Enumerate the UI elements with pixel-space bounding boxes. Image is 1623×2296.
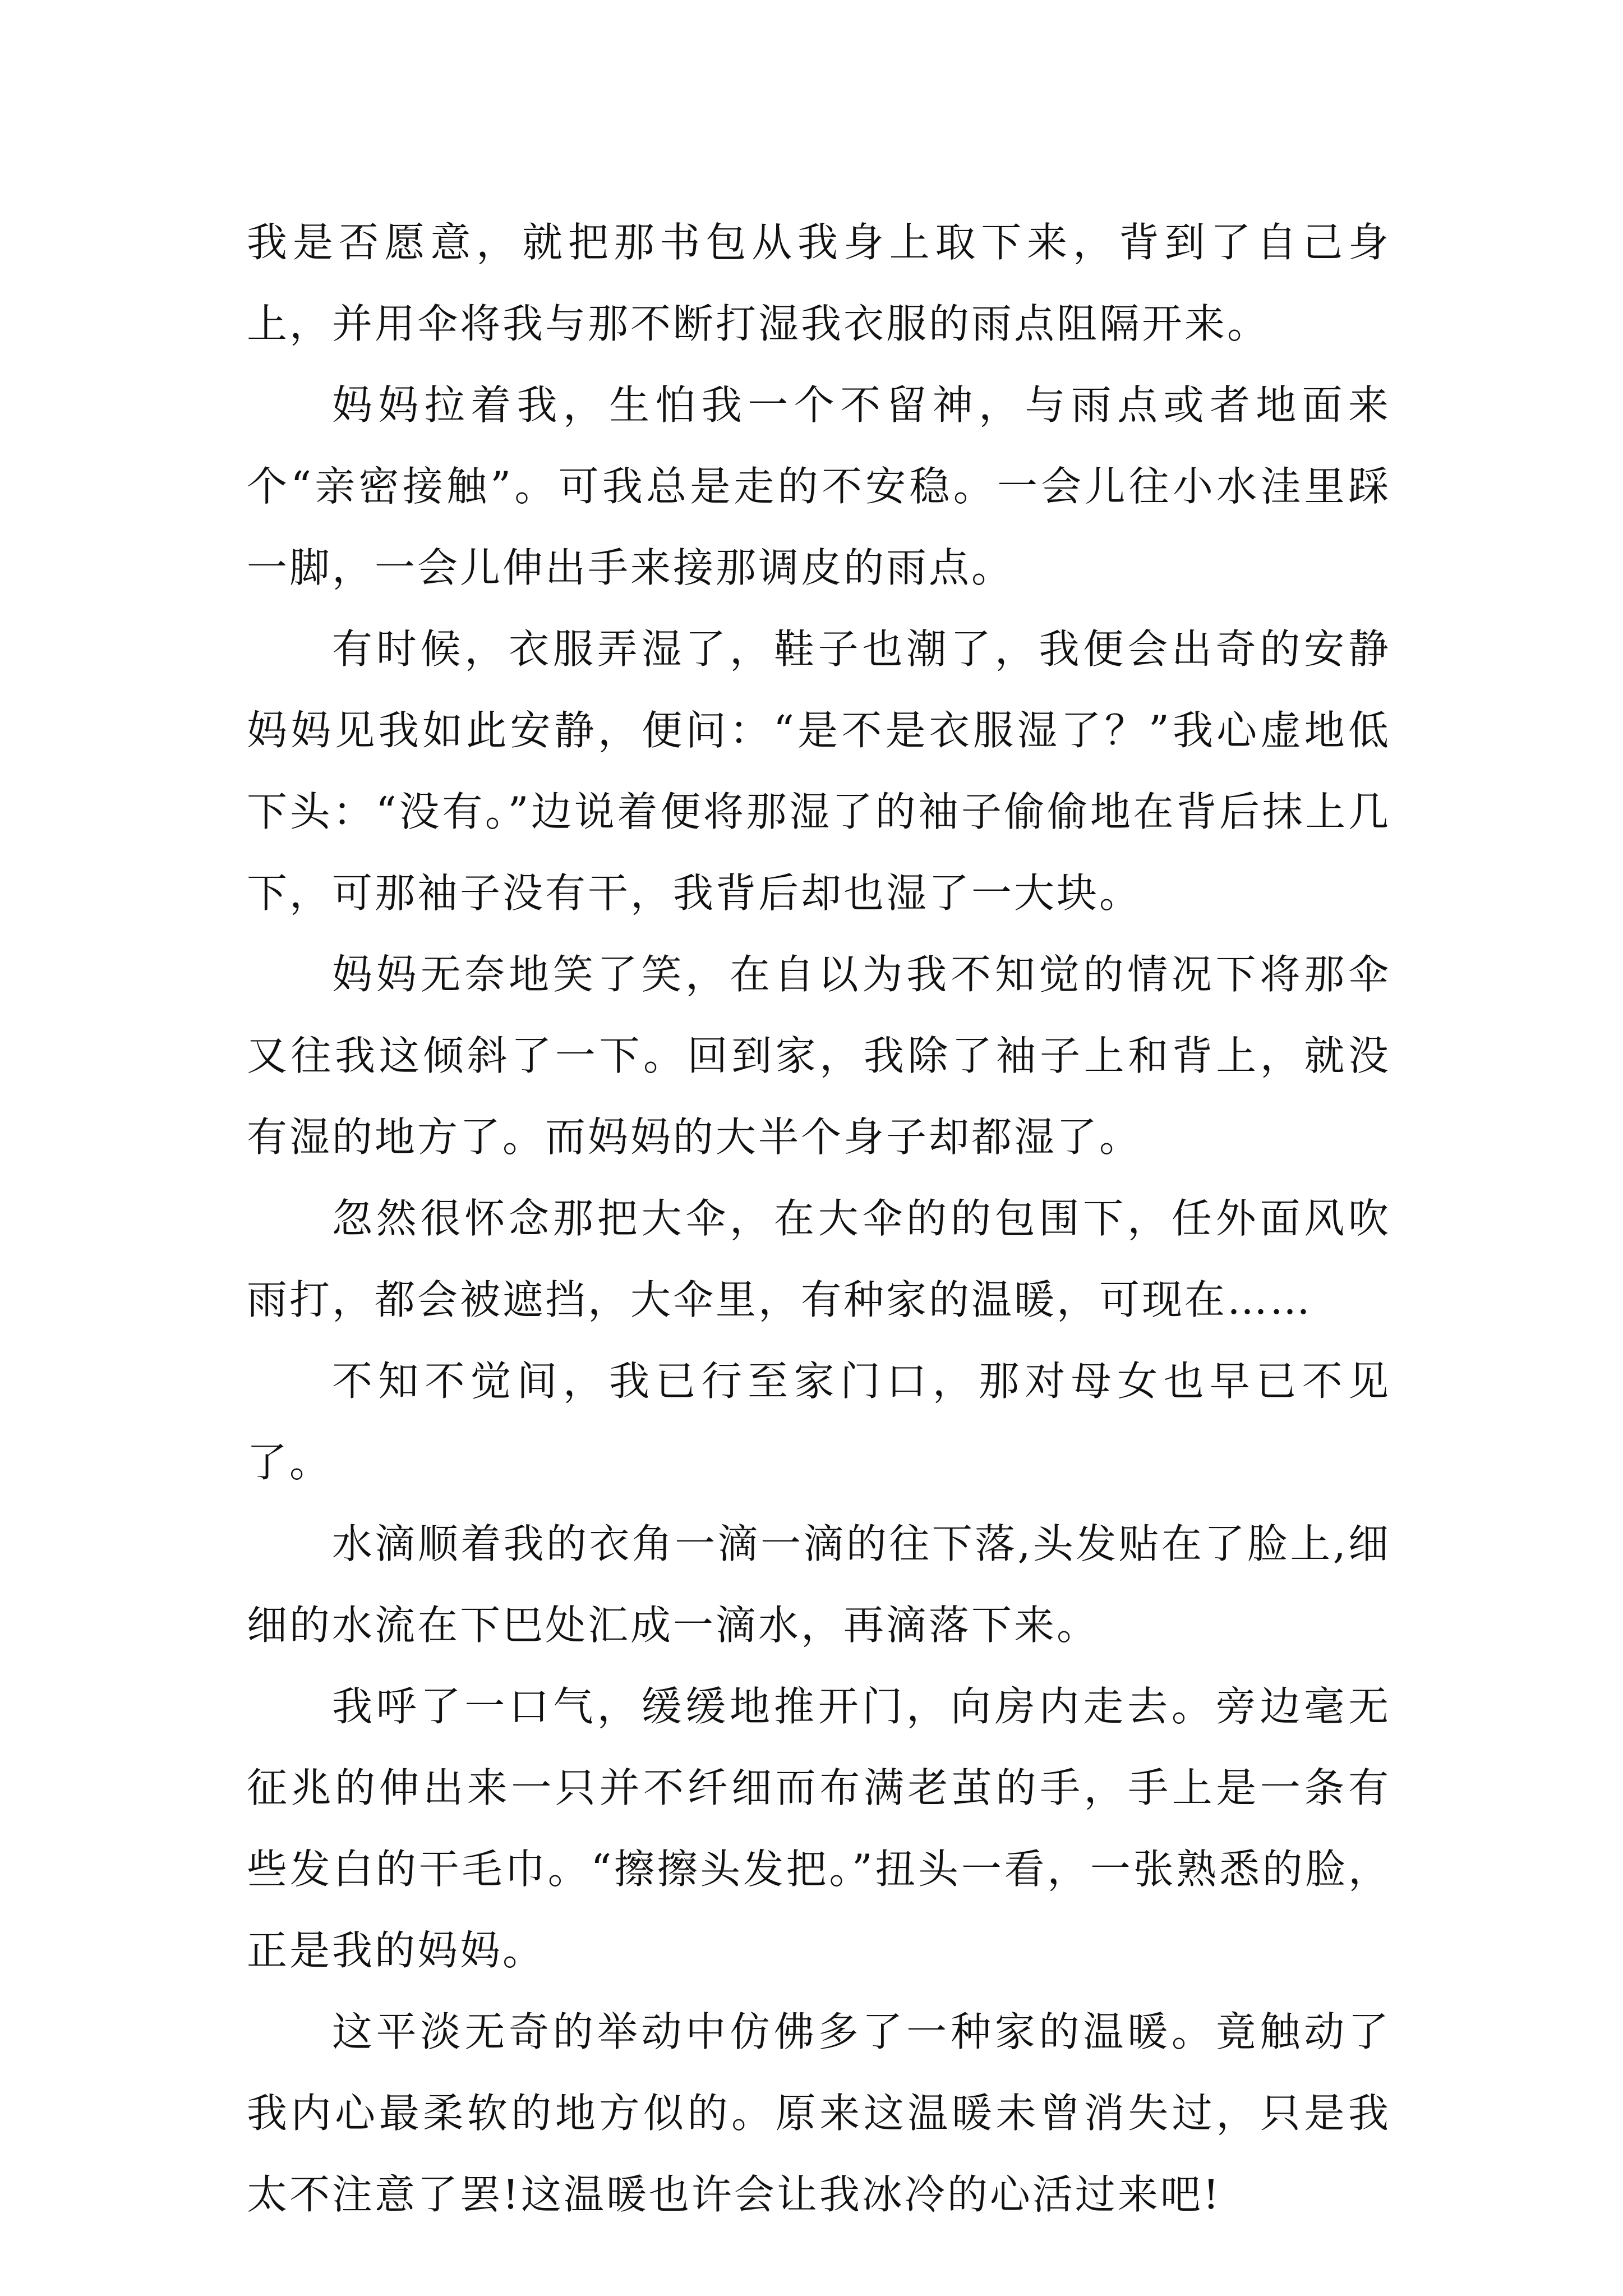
paragraph: 忽然很怀念那把大伞，在大伞的的包围下，任外面风吹雨打，都会被遮挡，大伞里，有种家的温暖，可现在……	[247, 1195, 1391, 1323]
paragraph: 这平淡无奇的举动中仿佛多了一种家的温暖。竟触动了我内心最柔软的地方似的。原来这温暖未曾消失过，只是我太不注意了罢!这温暖也许会让我冰冷的心活过来吧!	[247, 2008, 1391, 2218]
paragraph: 不知不觉间，我已行至家门口，那对母女也早已不见了。	[247, 1358, 1391, 1486]
paragraph: 我是否愿意，就把那书包从我身上取下来，背到了自己身上，并用伞将我与那不断打湿我衣服的雨点阻隔开来。	[247, 219, 1391, 347]
paragraph: 水滴顺着我的衣角一滴一滴的往下落,头发贴在了脸上,细细的水流在下巴处汇成一滴水，再滴落下来。	[247, 1520, 1391, 1649]
paragraph: 我呼了一口气，缓缓地推开门，向房内走去。旁边毫无征兆的伸出来一只并不纤细而布满老茧的手，手上是一条有些发白的干毛巾。“擦擦头发把。”扭头一看，一张熟悉的脸，正是我的妈妈。	[247, 1683, 1391, 1974]
paragraph: 妈妈拉着我，生怕我一个不留神，与雨点或者地面来个“亲密接触”。可我总是走的不安稳。一会儿往小水洼里踩一脚，一会儿伸出手来接那调皮的雨点。	[247, 381, 1391, 591]
paragraph: 有时候，衣服弄湿了，鞋子也潮了，我便会出奇的安静妈妈见我如此安静，便问：“是不是衣服湿了？”我心虚地低下头：“没有。”边说着便将那湿了的袖子偷偷地在背后抹上几下，可那袖子没有干，我背后却也湿了一大块。	[247, 625, 1391, 917]
document-body	[247, 202, 1391, 2235]
paragraph: 妈妈无奈地笑了笑，在自以为我不知觉的情况下将那伞又往我这倾斜了一下。回到家，我除了袖子上和背上，就没有湿的地方了。而妈妈的大半个身子却都湿了。	[247, 951, 1391, 1161]
